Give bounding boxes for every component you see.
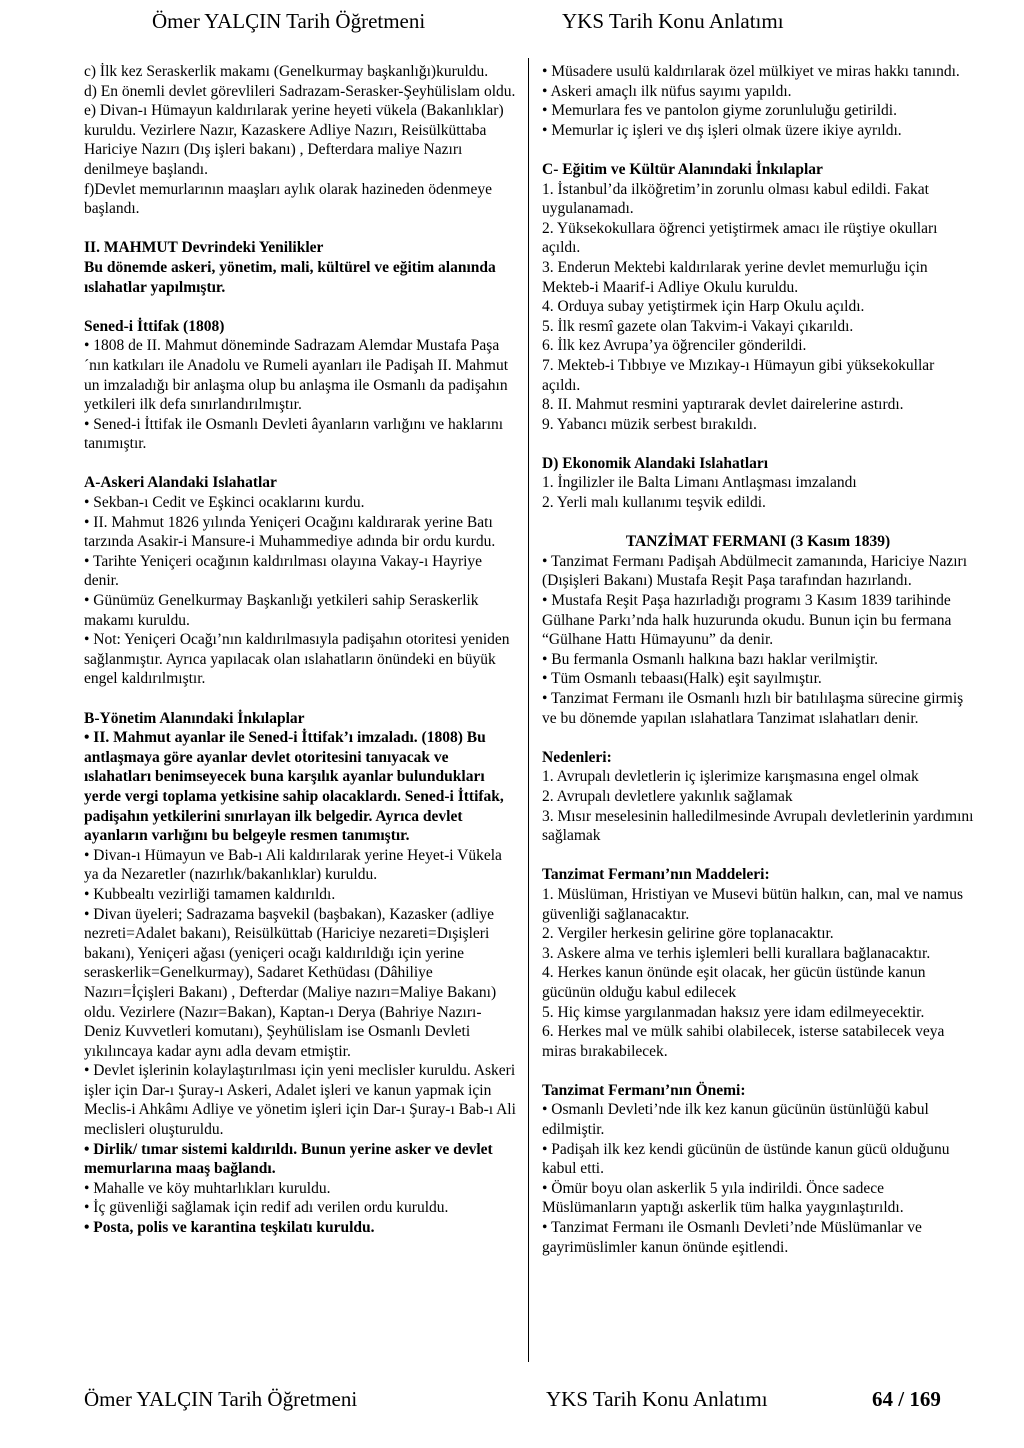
heading-r5: C- Eğitim ve Kültür Alanındaki İnkılaplar (542, 160, 823, 178)
paragraph-r22: • Tüm Osmanlı tebaası(Halk) eşit sayılmıştır. (542, 670, 822, 688)
paragraph-r14: 9. Yabancı müzik serbest bırakıldı. (542, 415, 757, 433)
paragraph-r6: 1. İstanbul’da ilköğretim’in zorunlu olması kabul edildi. Fakat uygulanamadı. (542, 180, 929, 218)
heading-r28: Tanzimat Fermanı’nın Maddeleri: (542, 866, 770, 884)
paragraph-spacer (84, 454, 516, 474)
heading-r18: TANZİMAT FERMANI (3 Kasım 1839) (625, 533, 891, 551)
paragraph-l20: • Divan üyeleri; Sadrazama başvekil (başbakan), Kazasker (adliye nezreti=Adalet bakanı), Reisülküttab (Hariciye nezareti=Dışişleri bakanı), Yeniçeri ağası (yeniçeri ocağı kaldırıldığı için yerine seraskerlik=Genelkurmay), Sadaret Kethüdası (Dâhiliye Nazırı=İçişleri Bakanı) , Defterdar (Maliye nazırı=Maliye Bakanı) oldu. Vezirlere (Nazır=Bakan), Kaptan-ı Derya (Bahriye Nazırı-Deniz Kuvvetleri komutanı), Şeyhülislam ise Osmanlı Devleti yıkılıncaya kadar aynı adla devam etmiştir. (84, 905, 497, 1060)
paragraph-spacer (542, 846, 974, 866)
paragraph-r30: 2. Vergiler herkesin gelirine göre toplanacaktır. (542, 925, 834, 943)
paragraph-l13: • Tarihte Yeniçeri ocağının kaldırılması olayına Vakay-ı Hayriye denir. (84, 552, 483, 590)
paragraph-r33: 5. Hiç kimse yargılanmadan haksız yere idam edilmeyecektir. (542, 1003, 925, 1021)
paragraph-l3: e) Divan-ı Hümayun kaldırılarak yerine heyeti vükela (Bakanlıklar) kuruldu. Vezirlere Nazır, Kazaskere Adliye Nazırı, Reisülküttaba Hariciye Nazırı (Dış işleri bakanı) , Defterdara maliye Nazırı denilmeye başlandı. (84, 102, 504, 178)
footer-author: Ömer YALÇIN Tarih Öğretmeni (84, 1387, 358, 1411)
footer-course: YKS Tarih Konu Anlatımı (546, 1387, 768, 1411)
paragraph-spacer (542, 434, 974, 454)
paragraph-r2: • Askeri amaçlı ilk nüfus sayımı yapıldı. (542, 82, 792, 100)
heading-r24: Nedenleri: (542, 748, 612, 766)
paragraph-r10: 5. İlk resmî gazete olan Takvim-i Vakayi çıkarıldı. (542, 317, 854, 335)
paragraph-spacer (84, 689, 516, 709)
paragraph-spacer (542, 1061, 974, 1081)
paragraph-r31: 3. Askere alma ve terhis işlemleri belli kurallara bağlanacaktır. (542, 944, 931, 962)
paragraph-l19: • Kubbealtı vezirliği tamamen kaldırıldı. (84, 885, 336, 903)
paragraph-l21: • Devlet işlerinin kolaylaştırılması için yeni meclisler kuruldu. Askeri işler için Dar-ı Şuray-ı Askeri, Adalet işleri ve kanun yapmak için Meclis-i Ahkâmı Adliye ve yönetim işleri için Dar-ı Şuray-ı Bab-ı Ali meclisleri oluşturuldu. (84, 1062, 516, 1139)
paragraph-r38: • Ömür boyu olan askerlik 5 yıla indirildi. Önce sadece Müslümanların yaptığı askerlik tüm halka yaygınlaştırıldı. (542, 1179, 904, 1217)
paragraph-l11: • Sekban-ı Cedit ve Eşkinci ocaklarını kurdu. (84, 494, 365, 512)
paragraph-r3: • Memurlara fes ve pantolon giyme zorunluluğu getirildi. (542, 102, 897, 120)
paragraph-r20: • Mustafa Reşit Paşa hazırladığı programı 3 Kasım 1839 tarihinde Gülhane Parkı’nda halk huzurunda okudu. Bunun için bu fermana “Gülhane Hattı Hümayunu” da denir. (542, 592, 952, 649)
paragraph-l9: • Sened-i İttifak ile Osmanlı Devleti âyanların varlığını ve haklarını tanımıştır. (84, 415, 504, 453)
heading-l25: • Posta, polis ve karantina teşkilatı kuruldu. (84, 1219, 375, 1237)
paragraph-r9: 4. Orduya subay yetiştirmek için Harp Okulu açıldı. (542, 298, 865, 316)
paragraph-r37: • Padişah ilk kez kendi gücünün de üstünde kanun gücü olduğunu kabul etti. (542, 1140, 950, 1178)
paragraph-spacer (84, 219, 516, 239)
heading-l6: Bu dönemde askeri, yönetim, mali, kültürel ve eğitim alanında ıslahatlar yapılmıştır. (84, 258, 496, 296)
paragraph-r7: 2. Yüksekokullara öğrenci yetiştirmek amacı ile rüştiye okulları açıldı. (542, 219, 938, 257)
paragraph-spacer (542, 728, 974, 748)
heading-r35: Tanzimat Fermanı’nın Önemi: (542, 1081, 746, 1099)
page-number: 64 / 169 (872, 1387, 941, 1411)
heading-l5: II. MAHMUT Devrindeki Yenilikler (84, 239, 324, 257)
paragraph-r26: 2. Avrupalı devletlere yakınlık sağlamak (542, 787, 793, 805)
left-column (84, 62, 516, 1238)
paragraph-r16: 1. İngilizler ile Balta Limanı Antlaşması imzalandı (542, 474, 857, 492)
paragraph-r25: 1. Avrupalı devletlerin iç işlerimize karışmasına engel olmak (542, 768, 919, 786)
paragraph-l4: f)Devlet memurlarının maaşları aylık olarak hazineden ödenmeye başlandı. (84, 180, 492, 218)
paragraph-l8: • 1808 de II. Mahmut döneminde Sadrazam Alemdar Mustafa Paşa´nın katkıları ile Anadolu ve Rumeli ayanları ile Padişah II. Mahmut un imzaladığı bir anlaşma olup bu anlaşma ile Osmanlı da padişahın yetkileri ilk defa sınırlandırılmıştır. (84, 337, 508, 414)
heading-l17: • II. Mahmut ayanlar ile Sened-i İttifak’ı imzaladı. (1808) Bu antlaşmaya göre ayanlar devlet otoritesini tanıyacak ve ıslahatları benimseyecek buna karşılık ayanlar bulundukları yerde vergi toplama yetkisine sahip olacaklardı. Sened-i İttifak, padişahın yetkilerini sınırlayan ilk belgedir. Ayrıca devlet ayanların varlığını bu belgeyle resmen tanımıştır. (84, 729, 504, 845)
paragraph-l15: • Not: Yeniçeri Ocağı’nın kaldırılmasıyla padişahın otoritesi yeniden sağlanmıştır. Ayrıca yapılacak olan ıslahatların önündeki en büyük engel kaldırılmıştır. (84, 631, 510, 688)
paragraph-l12: • II. Mahmut 1826 yılında Yeniçeri Ocağını kaldırarak yerine Batı tarzında Asakir-i Mansure-i Muhammediye adında bir ordu kurdu. (84, 513, 496, 551)
paragraph-l18: • Divan-ı Hümayun ve Bab-ı Ali kaldırılarak yerine Heyet-i Vükela ya da Nezaretler (nazırlık/bakanlıklar) kuruldu. (84, 846, 502, 884)
paragraph-r29: 1. Müslüman, Hristiyan ve Musevi bütün halkın, can, mal ve namus güvenliği sağlanacaktır. (542, 885, 964, 923)
paragraph-r39: • Tanzimat Fermanı ile Osmanlı Devleti’nde Müslümanlar ve gayrimüslimler kanun önünde eşitlendi. (542, 1219, 922, 1256)
paragraph-spacer (84, 297, 516, 317)
paragraph-r36: • Osmanlı Devleti’nde ilk kez kanun gücünün üstünlüğü kabul edilmiştir. (542, 1101, 929, 1139)
paragraph-r34: 6. Herkes mal ve mülk sahibi olabilecek, isterse satabilecek veya miras bırakabilecek. (542, 1023, 945, 1060)
paragraph-r17: 2. Yerli malı kullanımı teşvik edildi. (542, 494, 766, 512)
paragraph-r32: 4. Herkes kanun önünde eşit olacak, her gücün üstünde kanun gücünün olduğu kabul edilecek (542, 964, 926, 1001)
paragraph-r21: • Bu fermanla Osmanlı halkına bazı haklar verilmiştir. (542, 650, 878, 668)
paragraph-l14: • Günümüz Genelkurmay Başkanlığı yetkileri sahip Seraskerlik makamı kuruldu. (84, 592, 479, 629)
paragraph-l2: d) En önemli devlet görevlileri Sadrazam-Serasker-Şeyhülislam oldu. (84, 82, 516, 100)
paragraph-r23: • Tanzimat Fermanı ile Osmanlı hızlı bir batılılaşma sürecine girmiş ve bu dönemde yapılan ıslahatlara Tanzimat ıslahatları denir. (542, 690, 964, 727)
header-course: YKS Tarih Konu Anlatımı (562, 9, 784, 33)
paragraph-spacer (542, 513, 974, 533)
paragraph-r27: 3. Mısır meselesinin halledilmesinde Avrupalı devletlerinin yardımını sağlamak (542, 807, 974, 845)
paragraph-l1: c) İlk kez Seraskerlik makamı (Genelkurmay başkanlığı)kuruldu. (84, 63, 489, 80)
paragraph-l23: • Mahalle ve köy muhtarlıkları kuruldu. (84, 1179, 331, 1197)
right-column (542, 62, 974, 1257)
header-author: Ömer YALÇIN Tarih Öğretmeni (152, 9, 426, 33)
heading-l22: • Dirlik/ tımar sistemi kaldırıldı. Bunun yerine asker ve devlet memurlarına maaş bağlandı. (84, 1140, 493, 1178)
heading-l10: A-Askeri Alandaki Islahatlar (84, 474, 277, 492)
paragraph-r4: • Memurlar iç işleri ve dış işleri olmak üzere ikiye ayrıldı. (542, 121, 902, 139)
paragraph-spacer (542, 140, 974, 160)
column-divider (528, 58, 529, 1362)
paragraph-l24: • İç güvenliği sağlamak için redif adı verilen ordu kuruldu. (84, 1199, 449, 1217)
paragraph-r1: • Müsadere usulü kaldırılarak özel mülkiyet ve miras hakkı tanındı. (542, 63, 960, 80)
paragraph-r13: 8. II. Mahmut resmini yaptırarak devlet dairelerine astırdı. (542, 396, 904, 414)
heading-l7: Sened-i İttifak (1808) (84, 317, 225, 335)
paragraph-r8: 3. Enderun Mektebi kaldırılarak yerine devlet memurluğu için Mekteb-i Maarif-i Adliye Okulu kuruldu. (542, 258, 928, 296)
heading-r15: D) Ekonomik Alandaki Islahatları (542, 454, 769, 472)
paragraph-r19: • Tanzimat Fermanı Padişah Abdülmecit zamanında, Hariciye Nazırı (Dışişleri Bakanı) Mustafa Reşit Paşa tarafından hazırlandı. (542, 552, 968, 590)
paragraph-r12: 7. Mekteb-i Tıbbıye ve Mızıkay-ı Hümayun gibi yüksekokullar açıldı. (542, 356, 935, 394)
heading-l16: B-Yönetim Alanındaki İnkılaplar (84, 709, 305, 727)
paragraph-r11: 6. İlk kez Avrupa’ya öğrenciler gönderildi. (542, 337, 807, 355)
